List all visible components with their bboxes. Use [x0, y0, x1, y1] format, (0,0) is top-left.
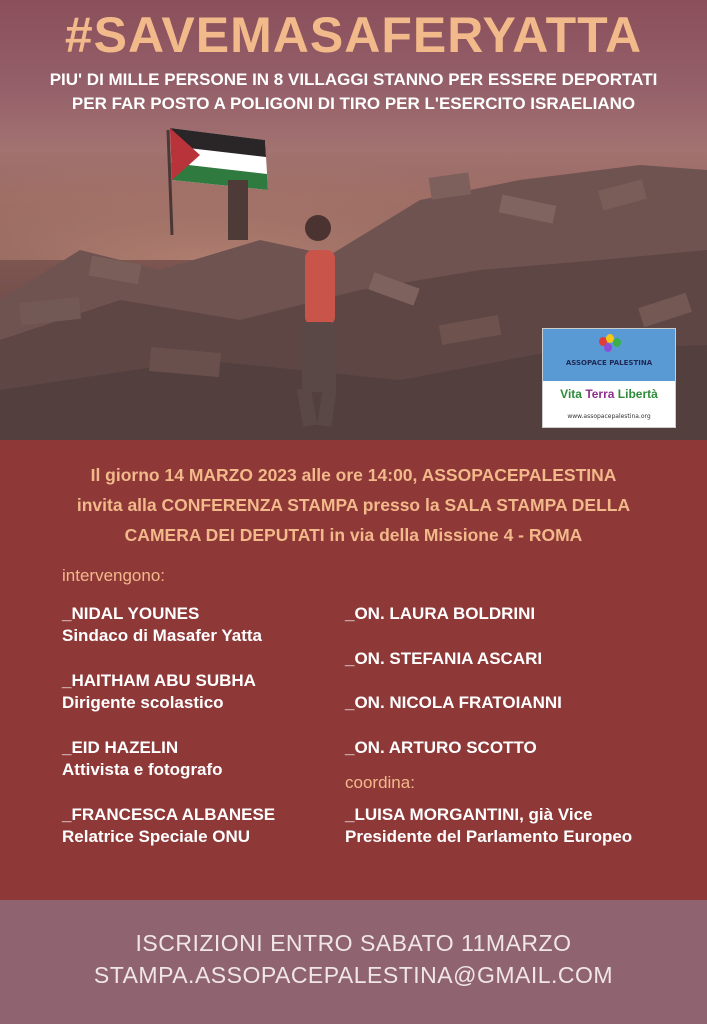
coordinator-line-1: _LUISA MORGANTINI, già Vice	[345, 805, 593, 824]
coordinator-label: coordina:	[345, 773, 415, 792]
speaker-left-3	[62, 737, 223, 781]
intro-date-a: Il giorno 14	[90, 465, 189, 485]
speakers-label: intervengono:	[62, 566, 166, 585]
intro-line-1	[20, 460, 687, 490]
subtitle-line-1: PIU' DI MILLE PERSONE IN 8 VILLAGGI STANNO PER ESSERE DEPORTATI	[49, 70, 658, 89]
logo-tagline	[543, 387, 675, 401]
intro-line-2: invita alla CONFERENZA STAMPA presso la SALA STAMPA DELLA	[76, 495, 631, 515]
intro-month: MARZO	[188, 465, 253, 485]
event-intro	[20, 460, 687, 550]
speaker-name: _NIDAL YOUNES	[62, 604, 200, 623]
speaker-role: Sindaco di Masafer Yatta	[62, 626, 262, 645]
press-email: STAMPA.ASSOPACEPALESTINA@GMAIL.COM	[93, 962, 614, 988]
logo-tag-vita: Vita	[560, 387, 582, 401]
speaker-right-4: _ON. ARTURO SCOTTO	[345, 738, 537, 757]
speaker-name: _HAITHAM ABU SUBHA	[62, 671, 256, 690]
speaker-right-3: _ON. NICOLA FRATOIANNI	[345, 693, 562, 712]
logo-tag-terra: Terra	[585, 387, 615, 401]
logo-url: www.assopacepalestina.org	[567, 413, 651, 420]
speaker-left-1	[62, 603, 262, 647]
hashtag-title: #SAVEMASAFERYATTA	[64, 7, 643, 63]
speaker-name: _EID HAZELIN	[62, 738, 179, 757]
coordinator	[345, 804, 632, 848]
speaker-right-2: _ON. STEFANIA ASCARI	[345, 649, 543, 668]
registration-deadline: ISCRIZIONI ENTRO SABATO 11MARZO	[135, 930, 572, 956]
speaker-role: Attivista e fotografo	[62, 760, 223, 779]
assopace-logo	[542, 328, 676, 428]
balloon-icon	[604, 343, 612, 352]
hero-photo	[0, 0, 707, 440]
intro-date-c: 2023 alle ore 14:00, ASSOPACEPALESTINA	[252, 465, 617, 485]
coordinator-line-2: Presidente del Parlamento Europeo	[345, 827, 633, 846]
speaker-left-2	[62, 670, 256, 714]
speaker-name: _FRANCESCA ALBANESE	[62, 805, 276, 824]
intro-line-3: CAMERA DEI DEPUTATI in via della Missione 4 - ROMA	[124, 525, 583, 545]
logo-tag-liberta: Libertà	[617, 387, 658, 401]
subtitle-line-2: PER FAR POSTO A POLIGONI DI TIRO PER L'ESERCITO ISRAELIANO	[71, 94, 636, 113]
balloon-icon	[613, 338, 621, 347]
logo-name: ASSOPACE PALESTINA	[565, 359, 653, 367]
speaker-role: Dirigente scolastico	[62, 693, 224, 712]
speaker-left-4	[62, 804, 275, 848]
speaker-role: Relatrice Speciale ONU	[62, 827, 251, 846]
speaker-right-1: _ON. LAURA BOLDRINI	[345, 604, 536, 623]
